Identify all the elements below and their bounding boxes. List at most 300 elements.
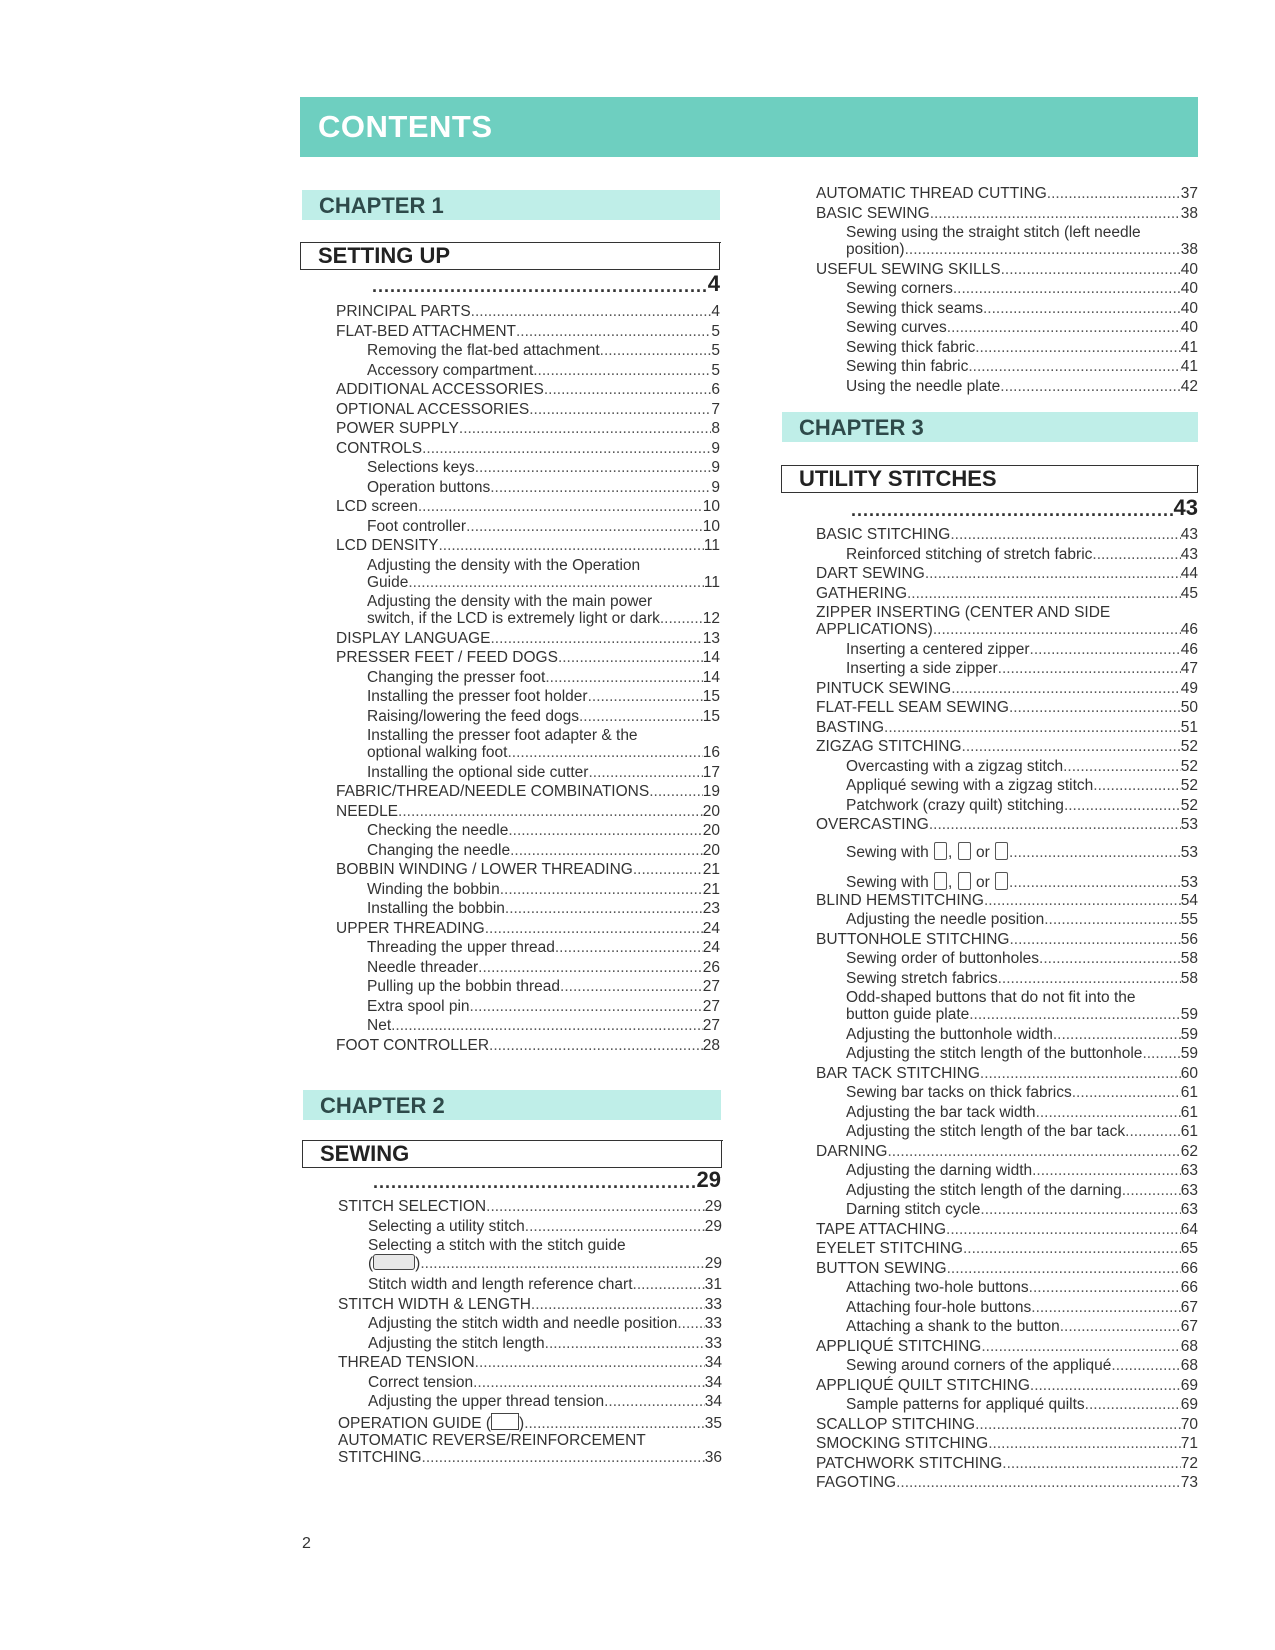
toc-entry-page: 8 xyxy=(711,420,720,437)
toc-entry[interactable] xyxy=(368,1315,722,1332)
toc-entry[interactable] xyxy=(816,738,1198,755)
toc-entry[interactable] xyxy=(336,1037,720,1054)
toc-entry[interactable] xyxy=(367,688,720,705)
toc-entry-page: 63 xyxy=(1180,1201,1198,1218)
toc-entry-title: Checking the needle xyxy=(367,822,509,839)
toc-entry[interactable] xyxy=(846,339,1198,356)
leader-dots xyxy=(951,680,1181,697)
leader-dots xyxy=(604,1393,705,1410)
toc-entry-title: Raising/lowering the feed dogs xyxy=(367,707,579,725)
leader-dots xyxy=(533,362,711,379)
toc-entry-title: Sewing thick fabric xyxy=(846,338,976,356)
toc-entry-page: 52 xyxy=(1180,738,1198,755)
stitch-guide-icon xyxy=(373,1254,415,1270)
toc-entry-title: BUTTON SEWING xyxy=(816,1259,947,1277)
toc-entry[interactable] xyxy=(336,861,720,878)
leader-dots xyxy=(1009,699,1181,716)
toc-entry-page: 34 xyxy=(704,1393,722,1410)
toc-entry-page: 14 xyxy=(702,668,720,686)
toc-entry[interactable] xyxy=(846,300,1198,317)
toc-entry-title: Sewing thick seams xyxy=(846,299,983,317)
toc-entry-page: 69 xyxy=(1180,1396,1198,1413)
page-number: 2 xyxy=(302,1535,311,1552)
toc-entry-title: PRINCIPAL PARTS xyxy=(336,303,471,320)
toc-entry-title: Winding the bobbin xyxy=(367,880,500,898)
toc-entry-line[interactable]: Installing the presser foot adapter & the xyxy=(367,727,638,744)
section-page-number: 29 xyxy=(696,1167,721,1192)
toc-entry-line[interactable]: ZIPPER INSERTING (CENTER AND SIDE xyxy=(816,604,1111,621)
leader-dots xyxy=(531,1296,705,1313)
toc-entry-title: Adjusting the stitch length xyxy=(368,1334,545,1352)
toc-entry[interactable] xyxy=(367,669,720,686)
toc-entry[interactable] xyxy=(367,822,720,839)
toc-entry[interactable] xyxy=(338,1449,722,1466)
toc-entry-page: 73 xyxy=(1180,1474,1198,1491)
toc-entry[interactable] xyxy=(846,911,1198,928)
operation-guide-icon xyxy=(491,1413,519,1430)
leader-dots xyxy=(478,959,703,976)
toc-entry-page: 10 xyxy=(702,498,720,515)
toc-entry[interactable] xyxy=(846,1084,1198,1101)
toc-entry[interactable] xyxy=(846,1396,1198,1413)
toc-entry[interactable] xyxy=(336,498,720,515)
toc-entry[interactable] xyxy=(338,1354,722,1371)
toc-entry-title: Needle threader xyxy=(367,958,479,976)
toc-entry[interactable] xyxy=(846,1104,1198,1121)
toc-entry[interactable] xyxy=(336,420,720,437)
toc-entry-page: 61 xyxy=(1180,1084,1198,1101)
toc-entry-title: BASIC SEWING xyxy=(816,204,930,222)
toc-entry-title: APPLICATIONS) xyxy=(816,621,933,638)
toc-entry-page: 9 xyxy=(711,459,720,476)
toc-entry-title: THREAD TENSION xyxy=(338,1354,475,1371)
toc-entry[interactable] xyxy=(336,783,720,800)
toc-entry[interactable] xyxy=(816,680,1198,697)
leader-dots xyxy=(983,300,1181,317)
leader-dots xyxy=(980,1201,1180,1218)
toc-entry-page: 53 xyxy=(1180,816,1198,833)
toc-entry-title: Selecting a utility stitch xyxy=(368,1217,525,1235)
toc-entry[interactable] xyxy=(816,1338,1198,1355)
toc-entry-line[interactable]: Selecting a stitch with the stitch guide xyxy=(368,1237,626,1254)
leader-dots xyxy=(398,803,703,820)
toc-entry-page: 20 xyxy=(702,802,720,820)
toc-entry[interactable] xyxy=(336,440,720,457)
toc-entry-title: Adjusting the stitch length of the bar tack xyxy=(846,1123,1126,1140)
toc-entry-title: Operation buttons xyxy=(367,478,491,496)
toc-entry-page: 60 xyxy=(1180,1064,1198,1082)
leader-dots xyxy=(946,1221,1181,1238)
leader-dots xyxy=(633,861,703,878)
toc-entry-line[interactable]: Adjusting the density with the Operation xyxy=(367,556,641,574)
toc-entry[interactable] xyxy=(367,900,720,917)
leader-dots xyxy=(579,708,703,725)
toc-entry-title: FOOT CONTROLLER xyxy=(336,1036,490,1054)
toc-entry-page: 16 xyxy=(702,744,720,761)
leader-dots xyxy=(947,319,1181,336)
toc-entry-title: Sewing with , or xyxy=(846,872,1009,891)
toc-entry[interactable] xyxy=(846,797,1198,814)
toc-entry-title: Sewing corners xyxy=(846,280,953,297)
toc-entry-page: 40 xyxy=(1180,299,1198,317)
leader-dots xyxy=(1001,261,1181,278)
toc-entry-title: Patchwork (crazy quilt) stitching xyxy=(846,796,1064,814)
toc-entry-page: 68 xyxy=(1180,1337,1198,1355)
toc-entry-title: Foot controller xyxy=(367,517,467,535)
toc-entry-page: 40 xyxy=(1180,319,1198,336)
leader-dots xyxy=(975,1416,1181,1433)
toc-entry[interactable] xyxy=(336,323,720,340)
toc-entry[interactable] xyxy=(367,842,720,859)
toc-entry-line[interactable]: Sewing using the straight stitch (left needle xyxy=(846,224,1141,241)
toc-entry-title: OPTIONAL ACCESSORIES xyxy=(336,400,530,418)
toc-entry-page: 10 xyxy=(702,517,720,535)
toc-entry-page: 44 xyxy=(1180,565,1198,582)
leader-dots xyxy=(508,822,702,839)
toc-entry[interactable] xyxy=(367,1017,720,1034)
leader-dots xyxy=(649,783,703,800)
toc-entry[interactable] xyxy=(336,381,720,398)
toc-entry-page: 68 xyxy=(1180,1357,1198,1374)
section-heading xyxy=(781,465,1198,493)
toc-entry-title: TAPE ATTACHING xyxy=(816,1220,947,1238)
leader-dots xyxy=(975,339,1181,356)
leader-dots xyxy=(1125,1123,1181,1140)
toc-entry-page: 58 xyxy=(1180,969,1198,987)
toc-entry[interactable] xyxy=(336,401,720,418)
toc-entry-page: 11 xyxy=(703,573,720,591)
toc-entry[interactable] xyxy=(368,1276,722,1293)
toc-entry[interactable] xyxy=(816,1377,1198,1394)
toc-entry[interactable] xyxy=(846,1182,1198,1199)
toc-entry[interactable] xyxy=(336,630,720,647)
toc-entry-title: Correct tension xyxy=(368,1373,474,1391)
toc-entry-title: Threading the upper thread xyxy=(367,939,555,956)
leader-dots xyxy=(588,688,703,705)
toc-entry[interactable] xyxy=(846,872,1198,891)
toc-entry-page: 61 xyxy=(1180,1123,1198,1140)
toc-entry[interactable] xyxy=(367,744,720,761)
leader-dots xyxy=(677,1315,704,1332)
toc-entry[interactable] xyxy=(368,1374,722,1391)
leader-dots xyxy=(529,401,711,418)
toc-entry-title: Attaching a shank to the button xyxy=(846,1318,1060,1335)
toc-entry[interactable] xyxy=(816,931,1198,948)
toc-entry-page: 21 xyxy=(702,861,720,878)
stitch-icon xyxy=(958,872,971,890)
toc-entry[interactable] xyxy=(846,1123,1198,1140)
toc-entry[interactable] xyxy=(846,1162,1198,1179)
toc-entry[interactable] xyxy=(816,1455,1198,1472)
toc-entry-title: FLAT-FELL SEAM SEWING xyxy=(816,699,1009,716)
leader-dots xyxy=(486,1198,705,1215)
leader-dots xyxy=(1111,1357,1180,1374)
toc-entry[interactable] xyxy=(816,816,1198,833)
toc-entry[interactable] xyxy=(846,1045,1198,1062)
toc-entry-title: GATHERING xyxy=(816,584,907,602)
toc-entry[interactable] xyxy=(367,518,720,535)
toc-entry[interactable] xyxy=(846,950,1198,967)
toc-entry[interactable] xyxy=(336,537,720,554)
leader-dots xyxy=(969,1006,1181,1023)
toc-entry[interactable] xyxy=(846,842,1198,861)
toc-entry-line[interactable]: AUTOMATIC REVERSE/REINFORCEMENT xyxy=(338,1432,646,1449)
toc-entry[interactable] xyxy=(367,939,720,956)
toc-entry[interactable] xyxy=(816,565,1198,582)
toc-entry-page: 63 xyxy=(1180,1162,1198,1179)
toc-entry-page: 49 xyxy=(1180,679,1198,697)
toc-entry-page: 27 xyxy=(702,997,720,1015)
leader-dots xyxy=(968,358,1180,375)
toc-entry-title: EYELET STITCHING xyxy=(816,1240,963,1257)
toc-entry-page: 12 xyxy=(702,610,720,627)
toc-entry-page: 45 xyxy=(1180,584,1198,602)
leader-dots xyxy=(851,500,1174,520)
toc-entry[interactable] xyxy=(846,1201,1198,1218)
toc-entry-page: 71 xyxy=(1180,1435,1198,1452)
toc-entry-page: 23 xyxy=(702,900,720,917)
toc-entry[interactable] xyxy=(367,342,720,359)
toc-entry[interactable] xyxy=(336,303,720,320)
toc-entry[interactable] xyxy=(367,362,720,379)
toc-entry-title: APPLIQUÉ QUILT STITCHING xyxy=(816,1376,1030,1394)
leader-dots xyxy=(963,1240,1181,1257)
section-label: SETTING UP xyxy=(318,243,451,268)
toc-entry-title: Adjusting the darning width xyxy=(846,1162,1033,1179)
leader-dots xyxy=(887,1143,1180,1160)
toc-entry-title: ( ) xyxy=(368,1255,421,1272)
toc-entry[interactable] xyxy=(846,546,1198,563)
leader-dots xyxy=(988,1435,1181,1452)
toc-entry[interactable] xyxy=(367,881,720,898)
section-page-number: 43 xyxy=(1173,495,1198,520)
leader-dots xyxy=(1036,1104,1181,1121)
toc-entry[interactable] xyxy=(368,1335,722,1352)
toc-entry-title: FLAT-BED ATTACHMENT xyxy=(336,322,516,340)
leader-dots xyxy=(1030,641,1181,658)
toc-entry[interactable] xyxy=(846,378,1198,395)
toc-entry-title: USEFUL SEWING SKILLS xyxy=(816,260,1001,278)
toc-entry[interactable] xyxy=(367,459,720,476)
toc-entry-title: SMOCKING STITCHING xyxy=(816,1435,989,1452)
toc-entry[interactable] xyxy=(367,959,720,976)
toc-entry-page: 63 xyxy=(1180,1181,1198,1199)
toc-entry-title: BASTING xyxy=(816,718,885,736)
toc-entry[interactable] xyxy=(367,764,720,781)
toc-entry-title: switch, if the LCD is extremely light or dark xyxy=(367,610,660,627)
toc-entry[interactable] xyxy=(816,699,1198,716)
toc-entry-page: 46 xyxy=(1180,621,1198,638)
toc-entry[interactable] xyxy=(816,1260,1198,1277)
toc-entry[interactable] xyxy=(816,892,1198,909)
toc-entry-line[interactable]: Odd-shaped buttons that do not fit into the xyxy=(846,989,1136,1006)
toc-entry[interactable] xyxy=(816,205,1198,222)
toc-entry[interactable] xyxy=(846,758,1198,775)
toc-entry[interactable] xyxy=(338,1296,722,1313)
leader-dots xyxy=(896,1474,1181,1491)
toc-entry-title: OVERCASTING xyxy=(816,816,929,833)
chapter-label: CHAPTER 3 xyxy=(799,415,924,440)
leader-dots xyxy=(905,241,1181,258)
toc-entry-title: STITCH WIDTH & LENGTH xyxy=(338,1295,531,1313)
toc-entry-title: Net xyxy=(367,1017,392,1034)
leader-dots xyxy=(466,518,703,535)
toc-entry-page: 6 xyxy=(711,381,720,398)
toc-entry[interactable] xyxy=(846,1279,1198,1296)
toc-entry-page: 55 xyxy=(1180,911,1198,928)
toc-entry-page: 4 xyxy=(711,303,720,320)
leader-dots xyxy=(391,1017,703,1034)
toc-entry[interactable] xyxy=(816,1143,1198,1160)
leader-dots xyxy=(558,649,703,666)
toc-entry[interactable] xyxy=(336,803,720,820)
leader-dots xyxy=(475,459,712,476)
toc-entry[interactable] xyxy=(338,1198,722,1215)
stitch-icon xyxy=(958,842,971,860)
toc-entry-title: Pulling up the bobbin thread xyxy=(367,978,561,995)
toc-entry-page: 56 xyxy=(1180,930,1198,948)
toc-entry-page: 17 xyxy=(702,763,720,781)
toc-entry[interactable] xyxy=(338,1413,722,1432)
leader-dots xyxy=(1030,1377,1181,1394)
toc-entry[interactable] xyxy=(816,1474,1198,1491)
toc-entry-title: position) xyxy=(846,241,905,258)
toc-entry-title: Sewing bar tacks on thick fabrics xyxy=(846,1084,1072,1101)
toc-entry[interactable] xyxy=(846,1026,1198,1043)
toc-entry-page: 5 xyxy=(711,342,720,359)
leader-dots xyxy=(373,1172,697,1192)
toc-entry[interactable] xyxy=(367,708,720,725)
leader-dots xyxy=(1122,1182,1181,1199)
toc-entry-page: 54 xyxy=(1180,891,1198,909)
leader-dots xyxy=(633,1276,705,1293)
toc-entry-title: Adjusting the needle position xyxy=(846,911,1045,928)
leader-dots xyxy=(473,1374,705,1391)
toc-entry-page: 52 xyxy=(1180,757,1198,775)
toc-entry[interactable] xyxy=(846,1357,1198,1374)
toc-entry[interactable] xyxy=(846,641,1198,658)
toc-entry[interactable] xyxy=(368,1393,722,1410)
toc-entry-page: 20 xyxy=(702,841,720,859)
section-page-line[interactable] xyxy=(373,1166,721,1192)
toc-entry[interactable] xyxy=(816,1435,1198,1452)
toc-entry[interactable] xyxy=(846,1006,1198,1023)
section-heading xyxy=(302,1140,722,1168)
toc-entry[interactable] xyxy=(367,998,720,1015)
toc-entry[interactable] xyxy=(846,1318,1198,1335)
leader-dots xyxy=(1009,844,1181,861)
toc-entry[interactable] xyxy=(367,978,720,995)
toc-entry[interactable] xyxy=(816,1065,1198,1082)
toc-entry[interactable] xyxy=(367,574,720,591)
toc-entry[interactable] xyxy=(846,280,1198,297)
toc-entry[interactable] xyxy=(367,479,720,496)
toc-entry-page: 66 xyxy=(1180,1279,1198,1296)
leader-dots xyxy=(500,881,703,898)
leader-dots xyxy=(490,479,711,496)
toc-entry[interactable] xyxy=(816,1240,1198,1257)
toc-entry-title: Adjusting the buttonhole width xyxy=(846,1025,1053,1043)
section-page-line[interactable] xyxy=(372,270,720,296)
toc-entry-page: 34 xyxy=(704,1354,722,1371)
toc-entry-page: 14 xyxy=(702,649,720,666)
toc-entry-title: Adjusting the stitch width and needle position xyxy=(368,1315,678,1332)
toc-entry[interactable] xyxy=(846,970,1198,987)
leader-dots xyxy=(489,1037,703,1054)
chapter-label: CHAPTER 1 xyxy=(319,193,444,218)
toc-entry[interactable] xyxy=(846,241,1198,258)
toc-entry[interactable] xyxy=(846,358,1198,375)
contents-banner xyxy=(300,97,1198,157)
toc-entry[interactable] xyxy=(846,660,1198,677)
toc-entry[interactable] xyxy=(816,585,1198,602)
toc-entry[interactable] xyxy=(816,185,1198,202)
toc-entry-title: FAGOTING xyxy=(816,1474,897,1491)
toc-entry-title: Accessory compartment xyxy=(367,361,534,379)
leader-dots xyxy=(470,998,703,1015)
toc-entry[interactable] xyxy=(368,1218,722,1235)
toc-entry[interactable] xyxy=(816,261,1198,278)
toc-entry[interactable] xyxy=(816,719,1198,736)
leader-dots xyxy=(372,276,708,296)
toc-entry[interactable] xyxy=(816,526,1198,543)
toc-entry[interactable] xyxy=(816,1221,1198,1238)
toc-entry-title: PATCHWORK STITCHING xyxy=(816,1454,1003,1472)
toc-entry-page: 29 xyxy=(704,1255,722,1272)
toc-entry-title: Installing the presser foot holder xyxy=(367,688,588,705)
toc-entry-page: 40 xyxy=(1180,260,1198,278)
section-page-line[interactable] xyxy=(851,494,1198,520)
toc-entry[interactable] xyxy=(846,1299,1198,1316)
toc-entry-title: UPPER THREADING xyxy=(336,919,485,937)
toc-entry-page: 21 xyxy=(702,880,720,898)
toc-entry-title: Attaching two-hole buttons xyxy=(846,1279,1029,1296)
toc-entry-line[interactable]: Adjusting the density with the main power xyxy=(367,593,653,610)
toc-entry-title: Installing the optional side cutter xyxy=(367,763,589,781)
leader-dots xyxy=(1142,1045,1180,1062)
toc-entry-page: 38 xyxy=(1180,204,1198,222)
toc-entry-title: Extra spool pin xyxy=(367,997,470,1015)
toc-entry-title: ADDITIONAL ACCESSORIES xyxy=(336,381,544,398)
leader-dots xyxy=(933,621,1181,638)
toc-entry[interactable] xyxy=(816,621,1198,638)
leader-dots xyxy=(1064,797,1181,814)
leader-dots xyxy=(475,1354,705,1371)
toc-entry[interactable] xyxy=(336,920,720,937)
toc-entry[interactable] xyxy=(846,777,1198,794)
leader-dots xyxy=(1060,1318,1181,1335)
toc-entry-page: 31 xyxy=(704,1276,722,1293)
toc-entry-title: Inserting a side zipper xyxy=(846,660,998,677)
leader-dots xyxy=(1047,185,1181,202)
leader-dots xyxy=(1093,777,1180,794)
toc-entry-page: 9 xyxy=(711,439,720,457)
toc-entry[interactable] xyxy=(846,319,1198,336)
toc-entry[interactable] xyxy=(816,1416,1198,1433)
section-label: SEWING xyxy=(320,1141,410,1166)
toc-entry[interactable] xyxy=(367,610,720,627)
leader-dots xyxy=(962,738,1181,755)
leader-dots xyxy=(929,816,1181,833)
toc-entry-page: 70 xyxy=(1180,1415,1198,1433)
leader-dots xyxy=(907,585,1181,602)
toc-entry[interactable] xyxy=(368,1254,722,1272)
toc-entry-title: BASIC STITCHING xyxy=(816,526,951,543)
toc-entry-title: Reinforced stitching of stretch fabric xyxy=(846,545,1093,563)
toc-entry[interactable] xyxy=(336,649,720,666)
toc-entry-page: 43 xyxy=(1180,526,1198,543)
leader-dots xyxy=(980,1065,1181,1082)
